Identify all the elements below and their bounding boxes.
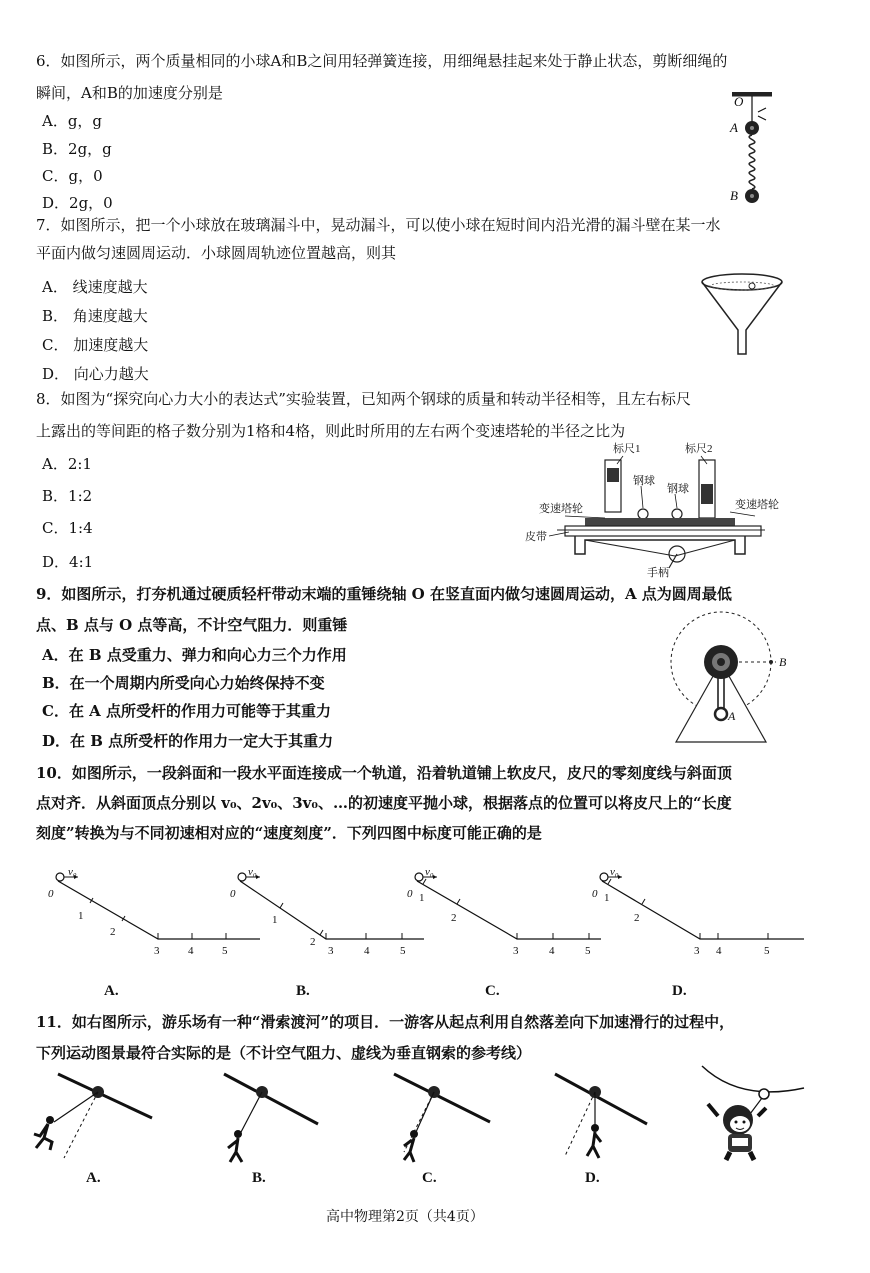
label-ball2: 钢球 bbox=[667, 483, 689, 495]
tick-5: 5 bbox=[585, 945, 591, 957]
tick-4: 4 bbox=[716, 945, 722, 957]
tick-0: 0 bbox=[48, 888, 54, 900]
hammer bbox=[715, 708, 727, 720]
q10-figure-c bbox=[405, 865, 605, 1000]
figure-caption: A. bbox=[104, 983, 119, 999]
label-ruler2: 标尺2 bbox=[685, 443, 713, 455]
person-icon bbox=[587, 1124, 601, 1158]
tick-1: 1 bbox=[604, 892, 610, 904]
q10-stem-line1: 10．如图所示，一段斜面和一段水平面连接成一个轨道，沿着轨道铺上软皮尺，皮尺的零刻度线与斜面顶 bbox=[36, 764, 732, 782]
q10-figure-b bbox=[228, 865, 428, 1000]
tick-3: 3 bbox=[513, 945, 519, 957]
q9-option-b: B．在一个周期内所受向心力始终保持不变 bbox=[42, 674, 325, 692]
q9-tamper-figure bbox=[668, 610, 798, 746]
tick-5: 5 bbox=[400, 945, 406, 957]
label-belt: 皮带 bbox=[525, 531, 547, 543]
cable bbox=[224, 1074, 318, 1124]
svg-text:v₀: v₀ bbox=[610, 866, 619, 878]
ruler-left bbox=[605, 460, 621, 512]
q11-figure-c bbox=[380, 1068, 520, 1190]
cable bbox=[555, 1074, 647, 1124]
q6-stem-line2: 瞬间，A和B的加速度分别是 bbox=[36, 84, 223, 102]
q10-stem-line3: 刻度”转换为与不同初速相对应的“速度刻度”．下列四图中标度可能正确的是 bbox=[36, 824, 542, 842]
cable bbox=[58, 1074, 152, 1118]
fig-label-a: A bbox=[728, 709, 736, 723]
figure-caption: D. bbox=[585, 1170, 600, 1186]
tick-4: 4 bbox=[549, 945, 555, 957]
q8-stem-line2: 上露出的等间距的格子数分别为1格和4格，则此时所用的左右两个变速塔轮的半径之比为 bbox=[36, 422, 626, 440]
label-ruler1: 标尺1 bbox=[613, 443, 641, 455]
q6-option-b: B．2g，g bbox=[42, 140, 112, 158]
q11-stem-line1: 11．如右图所示，游乐场有一种“滑索渡河”的项目．一游客从起点利用自然落差向下加速滑行的过程中， bbox=[36, 1013, 735, 1031]
tick-0: 0 bbox=[230, 888, 236, 900]
q9-option-d: D．在 B 点所受杆的作用力一定大于其重力 bbox=[42, 732, 334, 750]
q11-figure-d bbox=[545, 1068, 685, 1190]
q11-figure-b bbox=[210, 1068, 350, 1190]
tick-3: 3 bbox=[328, 945, 334, 957]
fig-label-o: O bbox=[734, 94, 744, 109]
svg-text:v₀: v₀ bbox=[248, 866, 257, 878]
label-pulley-right: 变速塔轮 bbox=[735, 499, 779, 511]
q7-option-d: D． 向心力越大 bbox=[42, 365, 149, 383]
stand bbox=[575, 536, 745, 554]
fig-label-b: B bbox=[730, 188, 738, 203]
tick-1: 1 bbox=[419, 892, 425, 904]
figure-caption: B. bbox=[296, 983, 310, 999]
q7-stem-line1: 7．如图所示，把一个小球放在玻璃漏斗中，晃动漏斗，可以使小球在短时间内沿光滑的漏斗壁在某一水 bbox=[36, 216, 721, 234]
tick-2: 2 bbox=[634, 912, 640, 924]
label-handle: 手柄 bbox=[647, 567, 669, 579]
tick-4: 4 bbox=[188, 945, 194, 957]
q9-stem-line1: 9．如图所示，打夯机通过硬质轻杆带动末端的重锤绕轴 O 在竖直面内做匀速圆周运动，A 点为圆周最低 bbox=[36, 585, 732, 603]
q6-option-a: A．g，g bbox=[42, 112, 103, 130]
tick-1: 1 bbox=[78, 910, 84, 922]
q6-spring-figure bbox=[720, 86, 780, 206]
q7-option-b: B． 角速度越大 bbox=[42, 307, 148, 325]
fig-label-a: A bbox=[730, 120, 738, 135]
tick-0: 0 bbox=[592, 888, 598, 900]
steel-ball-left bbox=[638, 509, 648, 519]
q6-option-c: C．g，0 bbox=[42, 167, 103, 185]
cable bbox=[702, 1066, 804, 1092]
q6-option-d: D．2g，0 bbox=[42, 194, 113, 212]
q9-option-a: A．在 B 点受重力、弹力和向心力三个力作用 bbox=[42, 646, 347, 664]
tick-3: 3 bbox=[154, 945, 160, 957]
tick-2: 2 bbox=[451, 912, 457, 924]
platform bbox=[585, 518, 735, 526]
q7-option-c: C． 加速度越大 bbox=[42, 336, 149, 354]
spring bbox=[749, 135, 755, 189]
pulley bbox=[759, 1089, 769, 1099]
q7-stem-line2: 平面内做匀速圆周运动．小球圆周轨迹位置越高，则其 bbox=[36, 244, 397, 262]
tick-4: 4 bbox=[364, 945, 370, 957]
label-ball1: 钢球 bbox=[633, 475, 655, 487]
tick-2: 2 bbox=[110, 926, 116, 938]
q11-cartoon-figure bbox=[700, 1062, 810, 1162]
svg-text:v₀: v₀ bbox=[68, 866, 77, 878]
tick-2: 2 bbox=[310, 936, 316, 948]
q6-stem-line1: 6．如图所示，两个质量相同的小球A和B之间用轻弹簧连接，用细绳悬挂起来处于静止状态，剪断细绳的 bbox=[36, 52, 728, 70]
figure-caption: A. bbox=[86, 1170, 101, 1186]
q8-stem-line1: 8．如图为“探究向心力大小的表达式”实验装置，已知两个钢球的质量和转动半径相等，且左右标尺 bbox=[36, 390, 691, 408]
q8-option-d: D．4:1 bbox=[42, 553, 94, 571]
scissors-icon bbox=[758, 108, 766, 120]
tick-0: 0 bbox=[407, 888, 413, 900]
figure-caption: D. bbox=[672, 983, 687, 999]
tick-3: 3 bbox=[694, 945, 700, 957]
q8-apparatus-figure bbox=[525, 436, 795, 582]
tick-5: 5 bbox=[764, 945, 770, 957]
page-footer: 高中物理第2页（共4页） bbox=[326, 1209, 484, 1225]
figure-caption: C. bbox=[422, 1170, 437, 1186]
svg-text:v₀: v₀ bbox=[425, 866, 434, 878]
q7-funnel-figure bbox=[700, 268, 792, 356]
tick-5: 5 bbox=[222, 945, 228, 957]
person-icon bbox=[404, 1130, 418, 1162]
q8-option-a: A．2:1 bbox=[42, 455, 92, 473]
fig-label-b: B bbox=[779, 655, 787, 669]
cable bbox=[394, 1074, 490, 1122]
q9-option-c: C．在 A 点所受杆的作用力可能等于其重力 bbox=[42, 702, 332, 720]
q10-figure-d bbox=[590, 865, 810, 1000]
q10-stem-line2: 点对齐．从斜面顶点分别以 v₀、2v₀、3v₀、…的初速度平抛小球，根据落点的位置可以将皮尺上的“长度 bbox=[36, 794, 732, 812]
steel-ball-right bbox=[672, 509, 682, 519]
q8-option-c: C．1:4 bbox=[42, 519, 93, 537]
figure-caption: B. bbox=[252, 1170, 266, 1186]
q9-stem-line2: 点、B 点与 O 点等高，不计空气阻力．则重锤 bbox=[36, 616, 348, 634]
ball bbox=[749, 283, 755, 289]
q11-stem-line2: 下列运动图景最符合实际的是（不计空气阻力、虚线为垂直钢索的参考线） bbox=[36, 1044, 532, 1062]
label-pulley-left: 变速塔轮 bbox=[539, 503, 583, 515]
q8-option-b: B．1:2 bbox=[42, 487, 93, 505]
tick-1: 1 bbox=[272, 914, 278, 926]
q11-figure-a bbox=[30, 1068, 170, 1190]
person-icon bbox=[34, 1116, 54, 1150]
q7-option-a: A． 线速度越大 bbox=[42, 278, 148, 296]
figure-caption: C. bbox=[485, 983, 500, 999]
person-icon bbox=[228, 1130, 242, 1162]
